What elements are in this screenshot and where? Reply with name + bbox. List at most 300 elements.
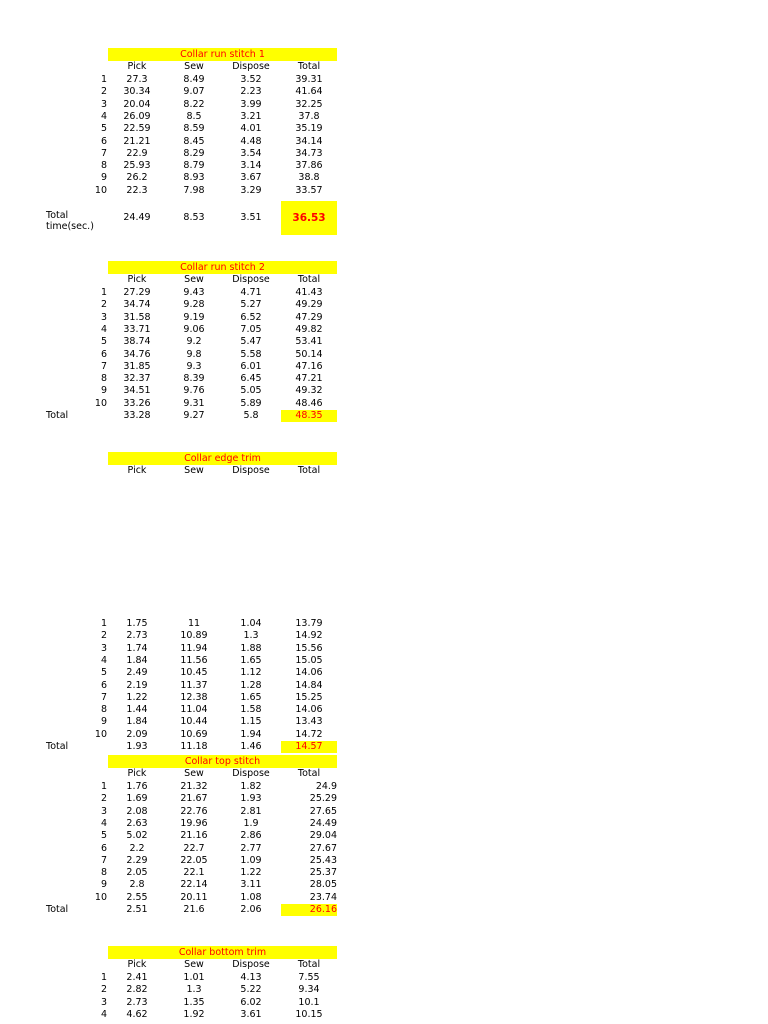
total-dispose: 3.51 <box>240 212 262 223</box>
table-row <box>0 160 400 172</box>
column-header-total: Total <box>297 768 321 779</box>
column-header-sew: Sew <box>184 61 204 72</box>
total-value: 7.55 <box>298 972 320 983</box>
dispose-value: 1.12 <box>240 667 262 679</box>
row-index: 5 <box>100 667 107 679</box>
total-dispose: 2.06 <box>240 904 262 915</box>
total-pick: 2.51 <box>126 904 148 915</box>
sew-value: 9.76 <box>183 385 205 397</box>
table-row <box>0 136 400 148</box>
row-index: 6 <box>100 135 107 147</box>
dispose-value: 6.01 <box>240 360 262 372</box>
total-value: 53.41 <box>295 336 323 348</box>
table-row <box>0 148 400 160</box>
total-label: Total <box>46 741 69 752</box>
pick-value: 31.58 <box>123 311 151 323</box>
column-header-dispose: Dispose <box>232 61 270 72</box>
total-value: 24.9 <box>315 781 337 792</box>
dispose-value: 4.48 <box>240 135 262 147</box>
dispose-value: 1.94 <box>240 728 262 740</box>
sew-value: 8.45 <box>183 135 205 147</box>
pick-value: 1.69 <box>126 793 148 805</box>
row-index: 2 <box>100 793 107 805</box>
table-row <box>0 398 400 410</box>
row-index: 7 <box>100 360 107 372</box>
total-value: 37.8 <box>298 110 320 122</box>
total-value: 41.43 <box>295 287 323 298</box>
table-row <box>0 618 400 630</box>
pick-value: 30.34 <box>123 86 151 98</box>
pick-value: 22.59 <box>123 123 151 135</box>
dispose-value: 5.89 <box>240 397 262 409</box>
total-value: 14.84 <box>295 679 323 691</box>
grand-total-highlight: 26.16 <box>281 904 337 916</box>
table-row <box>0 86 400 98</box>
column-header-row <box>0 274 400 286</box>
dispose-value: 1.65 <box>240 654 262 666</box>
table-row <box>0 324 400 336</box>
total-pick: 24.49 <box>123 212 151 223</box>
pick-value: 1.84 <box>126 654 148 666</box>
sew-value: 1.92 <box>183 1008 205 1020</box>
dispose-value: 4.71 <box>240 287 262 298</box>
dispose-value: 3.14 <box>240 160 262 172</box>
row-index: 1 <box>100 618 107 629</box>
column-header-sew: Sew <box>184 465 204 476</box>
dispose-value: 1.82 <box>240 781 262 792</box>
table-row <box>0 716 400 728</box>
sew-value: 10.89 <box>180 630 208 642</box>
column-header-row <box>0 465 400 477</box>
table-row <box>0 312 400 324</box>
sew-value: 20.11 <box>180 891 208 903</box>
table-row <box>0 1009 400 1021</box>
pick-value: 33.26 <box>123 397 151 409</box>
total-dispose: 1.46 <box>240 741 262 752</box>
pick-value: 2.55 <box>126 891 148 903</box>
sew-value: 9.31 <box>183 397 205 409</box>
sew-value: 9.07 <box>183 86 205 98</box>
dispose-value: 1.65 <box>240 691 262 703</box>
row-index: 10 <box>94 891 107 903</box>
dispose-value: 5.22 <box>240 984 262 996</box>
total-value: 29.04 <box>309 830 337 842</box>
row-index: 3 <box>100 642 107 654</box>
grand-total-highlight: 36.53 <box>281 201 337 235</box>
dispose-value: 2.23 <box>240 86 262 98</box>
sew-value: 10.45 <box>180 667 208 679</box>
table-row <box>0 99 400 111</box>
row-index: 3 <box>100 98 107 110</box>
dispose-value: 5.58 <box>240 348 262 360</box>
sew-value: 22.1 <box>183 867 205 879</box>
dispose-value: 4.01 <box>240 123 262 135</box>
total-value: 33.57 <box>295 184 323 196</box>
total-dispose: 5.8 <box>243 410 259 421</box>
total-pick: 1.93 <box>126 741 148 752</box>
total-value: 10.1 <box>298 996 320 1008</box>
total-value: 32.25 <box>295 98 323 110</box>
total-value: 50.14 <box>295 348 323 360</box>
section-title: Collar bottom trim <box>108 946 337 959</box>
row-index: 3 <box>100 311 107 323</box>
sew-value: 21.67 <box>180 793 208 805</box>
pick-value: 1.75 <box>126 618 148 629</box>
row-index: 8 <box>100 373 107 385</box>
row-index: 2 <box>100 630 107 642</box>
total-label-line1: Total <box>46 210 69 221</box>
total-label: Total <box>46 904 69 915</box>
sew-value: 10.44 <box>180 716 208 728</box>
sew-value: 12.38 <box>180 691 208 703</box>
pick-value: 1.74 <box>126 642 148 654</box>
pick-value: 1.22 <box>126 691 148 703</box>
grand-total-highlight: 48.35 <box>281 410 337 422</box>
row-index: 4 <box>100 110 107 122</box>
dispose-value: 3.52 <box>240 74 262 85</box>
row-index: 7 <box>100 147 107 159</box>
column-header-dispose: Dispose <box>232 465 270 476</box>
column-header-sew: Sew <box>184 768 204 779</box>
total-value: 25.29 <box>309 793 337 805</box>
row-index: 10 <box>94 184 107 196</box>
column-header-sew: Sew <box>184 274 204 285</box>
dispose-value: 1.15 <box>240 716 262 728</box>
row-index: 2 <box>100 86 107 98</box>
total-value: 10.15 <box>295 1008 323 1020</box>
total-row <box>0 410 400 422</box>
total-label-line2: time(sec.) <box>46 221 94 232</box>
total-value: 13.79 <box>295 618 323 629</box>
sew-value: 8.5 <box>186 110 202 122</box>
row-index: 3 <box>100 996 107 1008</box>
dispose-value: 1.28 <box>240 679 262 691</box>
table-row <box>0 299 400 311</box>
row-index: 1 <box>100 972 107 983</box>
total-pick: 33.28 <box>123 410 151 421</box>
total-value: 49.82 <box>295 323 323 335</box>
sew-value: 9.3 <box>186 360 202 372</box>
sew-value: 9.8 <box>186 348 202 360</box>
row-index: 2 <box>100 299 107 311</box>
pick-value: 27.29 <box>123 287 151 298</box>
total-value: 14.06 <box>295 704 323 716</box>
pick-value: 2.73 <box>126 630 148 642</box>
total-label: Total <box>46 410 69 421</box>
column-header-pick: Pick <box>127 959 147 970</box>
dispose-value: 1.93 <box>240 793 262 805</box>
row-index: 2 <box>100 984 107 996</box>
total-value: 13.43 <box>295 716 323 728</box>
row-index: 4 <box>100 323 107 335</box>
pick-value: 1.76 <box>126 781 148 792</box>
column-header-row <box>0 959 400 971</box>
column-header-dispose: Dispose <box>232 274 270 285</box>
total-value: 25.43 <box>309 854 337 866</box>
sew-value: 1.3 <box>186 984 202 996</box>
row-index: 1 <box>100 287 107 298</box>
table-row <box>0 349 400 361</box>
pick-value: 31.85 <box>123 360 151 372</box>
pick-value: 2.05 <box>126 867 148 879</box>
pick-value: 25.93 <box>123 160 151 172</box>
total-label <box>46 210 94 232</box>
column-header-pick: Pick <box>127 61 147 72</box>
dispose-value: 3.11 <box>240 879 262 891</box>
table-row <box>0 793 400 805</box>
column-header-total: Total <box>297 274 321 285</box>
sew-value: 9.06 <box>183 323 205 335</box>
row-index: 8 <box>100 867 107 879</box>
sew-value: 22.7 <box>183 842 205 854</box>
sew-value: 8.29 <box>183 147 205 159</box>
sew-value: 8.39 <box>183 373 205 385</box>
pick-value: 34.74 <box>123 299 151 311</box>
total-value: 47.29 <box>295 311 323 323</box>
table-row <box>0 855 400 867</box>
dispose-value: 3.54 <box>240 147 262 159</box>
table-row <box>0 643 400 655</box>
sew-value: 8.79 <box>183 160 205 172</box>
pick-value: 27.3 <box>126 74 148 85</box>
table-row <box>0 373 400 385</box>
pick-value: 22.9 <box>126 147 148 159</box>
total-value: 25.37 <box>309 867 337 879</box>
table-row <box>0 806 400 818</box>
total-value: 28.05 <box>309 879 337 891</box>
sew-value: 9.28 <box>183 299 205 311</box>
sew-value: 1.01 <box>183 972 205 983</box>
table-row <box>0 997 400 1009</box>
row-index: 4 <box>100 654 107 666</box>
total-value: 41.64 <box>295 86 323 98</box>
dispose-value: 1.08 <box>240 891 262 903</box>
row-index: 1 <box>100 781 107 792</box>
dispose-value: 6.45 <box>240 373 262 385</box>
sew-value: 11.04 <box>180 704 208 716</box>
grand-total-highlight: 14.57 <box>281 741 337 753</box>
column-header-dispose: Dispose <box>232 959 270 970</box>
column-header-total: Total <box>297 465 321 476</box>
total-sew: 8.53 <box>183 212 205 223</box>
section-title: Collar edge trim <box>108 452 337 465</box>
total-value: 24.49 <box>309 817 337 829</box>
row-index: 8 <box>100 160 107 172</box>
dispose-value: 6.52 <box>240 311 262 323</box>
sew-value: 1.35 <box>183 996 205 1008</box>
table-row <box>0 185 400 197</box>
table-row <box>0 385 400 397</box>
total-value: 9.34 <box>298 984 320 996</box>
dispose-value: 2.81 <box>240 805 262 817</box>
pick-value: 4.62 <box>126 1008 148 1020</box>
column-header-total: Total <box>297 959 321 970</box>
column-header-row <box>0 61 400 73</box>
total-row <box>0 201 400 235</box>
pick-value: 1.44 <box>126 704 148 716</box>
pick-value: 2.82 <box>126 984 148 996</box>
total-value: 35.19 <box>295 123 323 135</box>
pick-value: 2.8 <box>129 879 145 891</box>
table-row <box>0 680 400 692</box>
table-row <box>0 892 400 904</box>
dispose-value: 3.21 <box>240 110 262 122</box>
total-sew: 21.6 <box>183 904 205 915</box>
pick-value: 2.09 <box>126 728 148 740</box>
dispose-value: 5.05 <box>240 385 262 397</box>
dispose-value: 3.61 <box>240 1008 262 1020</box>
pick-value: 2.19 <box>126 679 148 691</box>
row-index: 7 <box>100 854 107 866</box>
total-value: 37.86 <box>295 160 323 172</box>
sew-value: 9.43 <box>183 287 205 298</box>
sew-value: 22.14 <box>180 879 208 891</box>
table-row <box>0 704 400 716</box>
pick-value: 5.02 <box>126 830 148 842</box>
table-row <box>0 630 400 642</box>
dispose-value: 3.29 <box>240 184 262 196</box>
dispose-value: 3.99 <box>240 98 262 110</box>
row-index: 10 <box>94 397 107 409</box>
table-row <box>0 287 400 299</box>
row-index: 8 <box>100 704 107 716</box>
dispose-value: 1.88 <box>240 642 262 654</box>
row-index: 6 <box>100 348 107 360</box>
row-index: 9 <box>100 172 107 184</box>
total-sew: 9.27 <box>183 410 205 421</box>
dispose-value: 1.04 <box>240 618 262 629</box>
row-index: 9 <box>100 879 107 891</box>
sew-value: 8.59 <box>183 123 205 135</box>
pick-value: 33.71 <box>123 323 151 335</box>
dispose-value: 2.86 <box>240 830 262 842</box>
table-row <box>0 879 400 891</box>
table-row <box>0 123 400 135</box>
sew-value: 11.94 <box>180 642 208 654</box>
section-title: Collar top stitch <box>108 755 337 768</box>
sew-value: 11.56 <box>180 654 208 666</box>
total-value: 47.21 <box>295 373 323 385</box>
total-value: 39.31 <box>295 74 323 85</box>
dispose-value: 1.58 <box>240 704 262 716</box>
section-title: Collar run stitch 1 <box>108 48 337 61</box>
dispose-value: 1.09 <box>240 854 262 866</box>
pick-value: 2.73 <box>126 996 148 1008</box>
pick-value: 1.84 <box>126 716 148 728</box>
section-title: Collar run stitch 2 <box>108 261 337 274</box>
total-value: 34.73 <box>295 147 323 159</box>
table-row <box>0 692 400 704</box>
dispose-value: 1.9 <box>243 817 259 829</box>
pick-value: 26.2 <box>126 172 148 184</box>
sew-value: 9.2 <box>186 336 202 348</box>
table-row <box>0 843 400 855</box>
column-header-sew: Sew <box>184 959 204 970</box>
dispose-value: 6.02 <box>240 996 262 1008</box>
total-value: 15.56 <box>295 642 323 654</box>
row-index: 6 <box>100 842 107 854</box>
row-index: 7 <box>100 691 107 703</box>
row-index: 9 <box>100 716 107 728</box>
row-index: 6 <box>100 679 107 691</box>
pick-value: 2.41 <box>126 972 148 983</box>
row-index: 5 <box>100 830 107 842</box>
row-index: 4 <box>100 1008 107 1020</box>
total-row <box>0 904 400 916</box>
row-index: 5 <box>100 336 107 348</box>
row-index: 5 <box>100 123 107 135</box>
sew-value: 21.32 <box>180 781 208 792</box>
table-row <box>0 867 400 879</box>
dispose-value: 7.05 <box>240 323 262 335</box>
table-row <box>0 984 400 996</box>
pick-value: 2.29 <box>126 854 148 866</box>
column-header-total: Total <box>297 61 321 72</box>
total-value: 15.25 <box>295 691 323 703</box>
table-row <box>0 729 400 741</box>
dispose-value: 5.47 <box>240 336 262 348</box>
row-index: 3 <box>100 805 107 817</box>
sew-value: 22.05 <box>180 854 208 866</box>
table-row <box>0 74 400 86</box>
dispose-value: 3.67 <box>240 172 262 184</box>
column-header-row <box>0 768 400 780</box>
row-index: 10 <box>94 728 107 740</box>
total-value: 48.46 <box>295 397 323 409</box>
sew-value: 7.98 <box>183 184 205 196</box>
table-row <box>0 172 400 184</box>
total-value: 15.05 <box>295 654 323 666</box>
pick-value: 2.49 <box>126 667 148 679</box>
sew-value: 9.19 <box>183 311 205 323</box>
pick-value: 2.63 <box>126 817 148 829</box>
pick-value: 2.08 <box>126 805 148 817</box>
sew-value: 22.76 <box>180 805 208 817</box>
total-value: 23.74 <box>309 891 337 903</box>
sew-value: 19.96 <box>180 817 208 829</box>
dispose-value: 1.22 <box>240 867 262 879</box>
dispose-value: 5.27 <box>240 299 262 311</box>
total-value: 34.14 <box>295 135 323 147</box>
row-index: 1 <box>100 74 107 85</box>
total-value: 14.06 <box>295 667 323 679</box>
column-header-pick: Pick <box>127 274 147 285</box>
row-index: 4 <box>100 817 107 829</box>
total-value: 38.8 <box>298 172 320 184</box>
total-value: 49.32 <box>295 385 323 397</box>
total-value: 27.65 <box>309 805 337 817</box>
pick-value: 26.09 <box>123 110 151 122</box>
sew-value: 8.22 <box>183 98 205 110</box>
table-row <box>0 667 400 679</box>
pick-value: 34.51 <box>123 385 151 397</box>
table-row <box>0 336 400 348</box>
sew-value: 11 <box>187 618 201 629</box>
table-row <box>0 361 400 373</box>
sew-value: 8.93 <box>183 172 205 184</box>
column-header-dispose: Dispose <box>232 768 270 779</box>
total-row <box>0 741 400 753</box>
total-value: 14.92 <box>295 630 323 642</box>
sew-value: 21.16 <box>180 830 208 842</box>
total-value: 49.29 <box>295 299 323 311</box>
sew-value: 8.49 <box>183 74 205 85</box>
table-row <box>0 830 400 842</box>
total-value: 47.16 <box>295 360 323 372</box>
sew-value: 10.69 <box>180 728 208 740</box>
total-sew: 11.18 <box>180 741 208 752</box>
column-header-pick: Pick <box>127 465 147 476</box>
